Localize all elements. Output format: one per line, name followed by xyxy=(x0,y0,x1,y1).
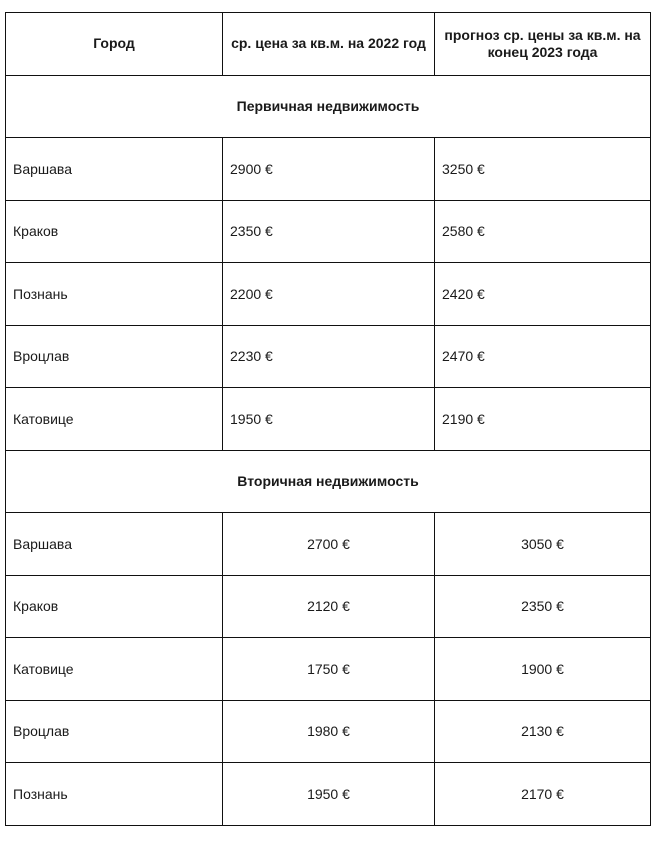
table-row xyxy=(6,138,651,201)
price-2022-cell: 1950 € xyxy=(223,388,435,451)
forecast-2023-cell: 3050 € xyxy=(435,513,651,576)
table-row xyxy=(6,200,651,263)
section-row-primary xyxy=(6,75,651,138)
forecast-2023-cell: 3250 € xyxy=(435,138,651,201)
price-2022-cell: 2230 € xyxy=(223,325,435,388)
section-title-primary: Первичная недвижимость xyxy=(6,75,651,138)
section-row-secondary xyxy=(6,450,651,513)
price-2022-cell: 1950 € xyxy=(223,763,435,826)
city-cell: Вроцлав xyxy=(6,325,223,388)
table-row xyxy=(6,263,651,326)
header-forecast-2023: прогноз ср. цены за кв.м. на конец 2023 года xyxy=(435,13,651,76)
price-2022-cell: 1980 € xyxy=(223,700,435,763)
city-cell: Вроцлав xyxy=(6,700,223,763)
city-cell: Катовице xyxy=(6,638,223,701)
forecast-2023-cell: 2170 € xyxy=(435,763,651,826)
forecast-2023-cell: 2190 € xyxy=(435,388,651,451)
city-cell: Краков xyxy=(6,200,223,263)
forecast-2023-cell: 2470 € xyxy=(435,325,651,388)
city-cell: Познань xyxy=(6,763,223,826)
city-cell: Краков xyxy=(6,575,223,638)
city-cell: Познань xyxy=(6,263,223,326)
forecast-2023-cell: 2420 € xyxy=(435,263,651,326)
city-cell: Катовице xyxy=(6,388,223,451)
price-2022-cell: 2120 € xyxy=(223,575,435,638)
forecast-2023-cell: 2580 € xyxy=(435,200,651,263)
table-row xyxy=(6,575,651,638)
section-title-secondary: Вторичная недвижимость xyxy=(6,450,651,513)
header-row xyxy=(6,13,651,76)
header-price-2022: ср. цена за кв.м. на 2022 год xyxy=(223,13,435,76)
city-cell: Варшава xyxy=(6,513,223,576)
forecast-2023-cell: 1900 € xyxy=(435,638,651,701)
city-cell: Варшава xyxy=(6,138,223,201)
table-row xyxy=(6,763,651,826)
price-table xyxy=(5,12,651,826)
price-2022-cell: 2200 € xyxy=(223,263,435,326)
table-row xyxy=(6,638,651,701)
price-2022-cell: 2700 € xyxy=(223,513,435,576)
table-row xyxy=(6,513,651,576)
price-2022-cell: 1750 € xyxy=(223,638,435,701)
forecast-2023-cell: 2350 € xyxy=(435,575,651,638)
table-row xyxy=(6,388,651,451)
header-city: Город xyxy=(6,13,223,76)
table-row xyxy=(6,700,651,763)
price-2022-cell: 2900 € xyxy=(223,138,435,201)
table-row xyxy=(6,325,651,388)
price-2022-cell: 2350 € xyxy=(223,200,435,263)
forecast-2023-cell: 2130 € xyxy=(435,700,651,763)
